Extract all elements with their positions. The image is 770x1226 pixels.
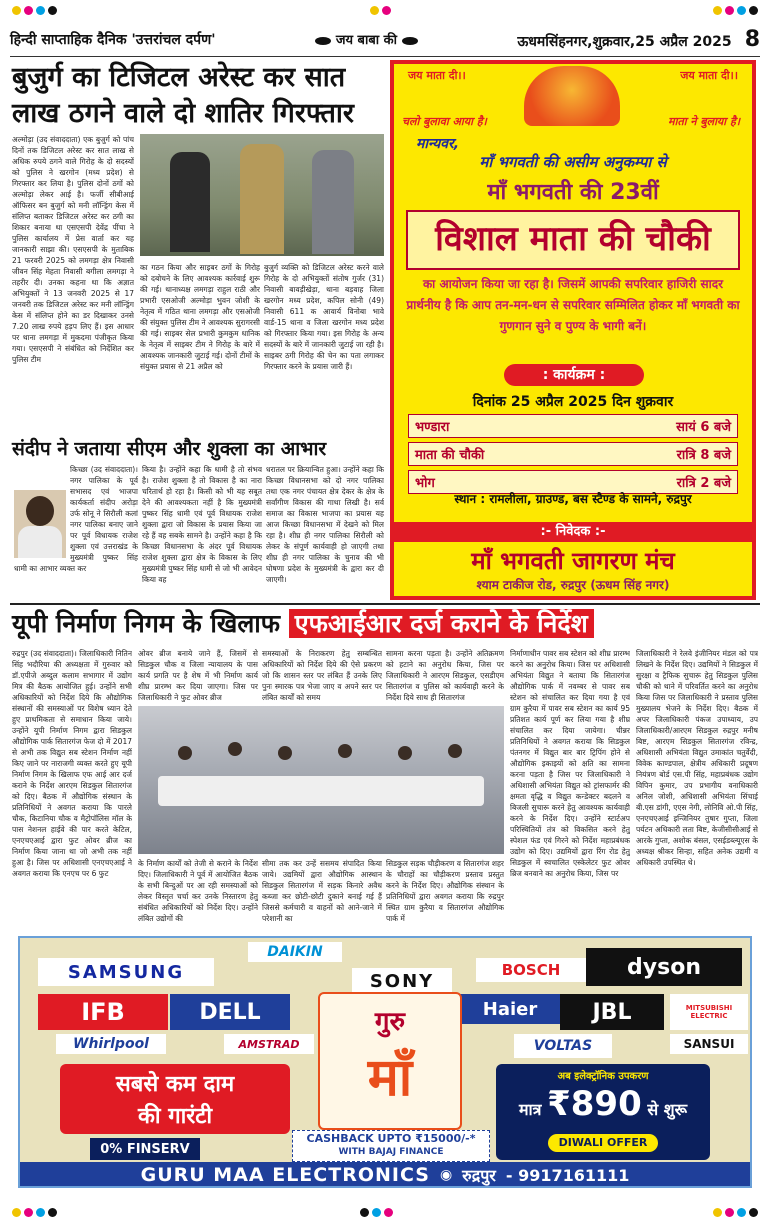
story1-column-3: बुजुर्ग व्यक्ति को डिजिटल अरेस्ट करने वाले गिरोह के दो अभियुक्तों संतोष गुर्जर (31) निवासी बावड़ीखेड़ा, थाना बड़वाह जिला खरगोन मध्य प्रदेश, कपिल सोनी (49) निवासी 611 क आवार्य विनोबा भावे वार्ड-15 थाना व जिला खरगोन मध्य प्रदेश को गिरफ्तार किया गया। इस गिरोह के अन्य सदस्यों के बारे में जानकारी जुटाई जा रही है। साइबर ठगी गिरोह की चेन का पता लगाकर गिरफ्तार करने के प्रयास जारी हैं। bbox=[264, 263, 384, 371]
store-banner bbox=[20, 1162, 750, 1188]
finserv-badge: 0% FINSERV bbox=[90, 1138, 200, 1160]
masthead bbox=[10, 22, 760, 57]
story3-headline bbox=[12, 606, 594, 642]
schedule-name: माता की चौकी bbox=[415, 448, 485, 463]
schedule-time: सायं 6 बजे bbox=[676, 420, 731, 435]
offer-post: से शुरू bbox=[647, 1100, 688, 1119]
notice-date: दिनांक 25 अप्रैल 2025 दिन शुक्रवार bbox=[472, 394, 674, 410]
brand-sansui: SANSUI bbox=[670, 1034, 748, 1054]
notice-address: श्याम टाकीज रोड, रुद्रपुर (ऊधम सिंह नगर) bbox=[476, 578, 670, 592]
story3-column-4b: सिडकुल सड़क चौड़ीकरण व सितारगंज शहर के चौराहों का चौड़ीकरण प्रस्ताव प्रस्तुत करने के निर्देश दिए। औद्योगिक संस्थान के प्रतिनिधियों द्वारा अवगत कराया कि रुद्रपुर स्थित ग्राम कुरैया व सितारगंज औद्योगिक पार्क में bbox=[386, 859, 504, 923]
offer-price: ₹890 bbox=[547, 1084, 642, 1124]
story2-column-2: किया है। उन्होंने कहा कि धामी है तो संभव है। राजेश शुक्ला है तो विकास है का नारा चरितार्थ हो रहा है। किसी को भी यह सबूत देने की आवश्यकता नहीं है कि मुख्यमंत्री पुष्कर सिंह धामी एवं पूर्व विधायक राजेश शुक्ला द्वारा जो विकास के प्रयास किया जा रहे हैं वह सबके सामने है। उन्होंने कहा है कि किच्छा विधानसभा के अंदर पूर्व विधायक राजेश शुक्ला द्वारा क्षेत्र के विकास के लिए मुख्यमंत्री पुष्कर सिंह धामी से जो भी आवेदन किया वह bbox=[142, 465, 262, 584]
color-dots-left bbox=[12, 6, 57, 20]
page-number: 8 bbox=[744, 26, 760, 52]
story2-column-3: धरातल पर क्रियान्वित हुआ। उन्होंने कहा कि किच्छा विधानसभा को दो नगर पालिका तथा एक नगर पंचायत क्षेत्र देकर के क्षेत्र के सर्वांगीण विकास की गाथा लिखी है। सर्व समाज का विकास भाजपा का प्रयास यह आज किच्छा विधानसभा में देखने को मिल रहा है। शीघ्र ही नगर पालिका सिरौली को लेकर के संपूर्ण कार्यवाही हो जाएगी तथा शीघ्र ही नगर पालिका के चुनाव की भी घोषणा प्रदेश के मुख्यमंत्री के द्वारा कर दी जाएगी। bbox=[266, 465, 384, 584]
brand-bosch: BOSCH bbox=[476, 958, 586, 982]
masthead-slogan bbox=[315, 30, 417, 48]
story3-column-3b: सीमा तक कर उन्हें ससमय संपादित किया जाये। उद्यमियों द्वारा औद्योगिक आस्थान सिडकुल सितारगंज में सड़क किनारे अवैध कब्जा कर छोटी-छोटी दुकाने बनाई गई हैं जिससे कर्मचारी व वाहनों को आने-जाने में परेशानी का bbox=[262, 859, 382, 923]
story3-column-6: जिलाधिकारी ने रेलवे इंजीनियर मंडल को पत्र लिखने के निर्देश दिए। उद्यमियों ने सिडकुल में सुरक्षा व ट्रैफिक सुचारू हेतु सिडकुल पुलिस चौकी को थाने में परिवर्तित करने का अनुरोध किया जिस पर जिलाधिकारी ने प्रस्ताव पुलिस मुख्यालय भेजने के निर्देश दिए। बैठक में अपर जिलाधिकारी पंकज उपाध्याय, उप जिलाधिकारी/आरएम सिडकुल रुद्रपुर मनीष बिष्ट, आरएम सिडकुल सितारगंज रविन्द्र, अधिशासी अभियंता विद्युत उमाकांत चतुर्वेदी, विवेक काण्डपाल, क्षेत्रीय अधिकारी प्रदूषण नियंत्रण बोर्ड एस.पी सिंह, महाप्रबंधक उद्योग विपिन कुमार, उप प्रभागीय वनाधिकारी अनिल जोशी, अधिशासी अभियंता सिंचाई बी.एस डांगी, एएस नेगी, लोनिवि ओ.पी सिंह, एनएचएआई इन्जिनियर तुषार गुप्ता, जिला पर्यटन अधिकारी लता बिष्ट, केजीसीसीआई से आरके गुप्ता, अशोक बंसल, एसईडब्ल्यूएस के अध्यक्ष श्रीकर सिन्हा, सहित अनेक उद्यमी व अधिकारी उपस्थित थे। bbox=[636, 649, 758, 867]
slogan-line1: सबसे कम दाम bbox=[115, 1072, 235, 1097]
price-guarantee-badge bbox=[60, 1064, 290, 1134]
story3-column-2b: के निर्माण कार्यों को तेजी से कराने के निर्देश दिए। जिलाधिकारी ने पूर्व में आयोजित बैठक के सभी बिन्दुओं पर आ रही समस्याओं को लेकर विस्तृत चर्चा कर उनके निस्तारण हेतु संबंधित अधिकारियों को निर्देश दिए। उन्होंने लंबित उद्योगों की bbox=[138, 859, 258, 923]
schedule-name: भोग bbox=[415, 476, 435, 491]
notice-chauki-banner: विशाल माता की चौकी bbox=[406, 210, 740, 270]
notice-venue: स्थान : रामलीला, ग्राउण्ड, बस स्टैण्ड के सामने, रुद्रपुर bbox=[454, 492, 692, 506]
location-pin-icon: ◉ bbox=[439, 1167, 453, 1183]
ornament-icon bbox=[402, 37, 418, 45]
masthead-date-block bbox=[517, 27, 760, 52]
schedule-row bbox=[408, 442, 738, 466]
brand-haier: Haier bbox=[460, 994, 560, 1024]
newspaper-name: हिन्दी साप्ताहिक दैनिक 'उत्तरांचल दर्पण' bbox=[10, 31, 216, 48]
logo-guru: गुरु bbox=[374, 1007, 406, 1037]
story1-headline-line2: लाख ठगने वाले दो शातिर गिरफ्तार bbox=[12, 98, 354, 129]
notice-bulawa-right: माता ने बुलाया है। bbox=[668, 115, 740, 128]
notice-jai-left: जय माता दी।। bbox=[408, 69, 466, 82]
footer-dots-center bbox=[360, 1208, 393, 1222]
schedule-row bbox=[408, 414, 738, 438]
story3-column-1: रुद्रपुर (उद संवाददाता)। जिलाधिकारी नितिन सिंह भदौरिया की अध्यक्षता में गुरुवार को डॉ.एपीजे अब्दुल कलाम सभागार में उद्योग मित्र की बैठक आयोजित हुई। उन्होंने सभी अधिकारियों को निर्देश दिये कि औद्योगिक संस्थानों की समस्याओं पर विशेष ध्यान देते हुए प्राथमिकता से समाधान किया जाये। उन्होंने यूपी निर्माण निगम द्वारा सिडकुल औद्योगिक पार्क सितारगंज फेज दो में 2017 से अभी तक विद्युत सब स्टेशन निर्माण नहीं किए जाने पर नाराजगी व्यक्त करते हुए यूपी निर्माण निगम के खिलाफ एफ आई आर दर्ज कराने के निर्देश आरएम सिडकुल सितारगंज को दिए। बैठक में औद्योगिक संस्थान के प्रतिनिधियों ने अवगत कराया कि पारले चौक, किटानिया चौक व मैट्रोपॉलिस मॉल के पास नेशनल हाईवे की पार करते केटिल, एनएचएआई द्वारा फुट ओवर ब्रीज का निर्माण किया जाना था जो अभी तक नहीं हुआ है। जिस पर अधिशासी एनएचएआई ने अवगत कराया कि एनएच पर 6 फुट bbox=[12, 649, 132, 878]
guru-maa-logo bbox=[318, 992, 462, 1130]
notice-manyavar: मान्यवर, bbox=[416, 136, 460, 152]
cashback-line1: CASHBACK UPTO ₹15000/-* bbox=[306, 1132, 476, 1145]
story2-headline: संदीप ने जताया सीएम और शुक्ला का आभार bbox=[12, 438, 327, 460]
color-dots-right bbox=[713, 6, 758, 20]
store-name: GURU MAA ELECTRONICS bbox=[140, 1164, 430, 1186]
story2-column-1-text: किच्छा (उद संवाददाता)। नगर पालिका के पूर्व सभासद एवं भाजपा कार्यकर्ता संदीप अरोड़ा उर्फ सोनू ने सिरौली कलां नगर पालिका बनाए जाने पर पूर्व विधायक राजेश शुक्ला एवं उत्तराखंड के मुख्यमंत्री पुष्कर सिंह धामी का आभार व्यक्त कर bbox=[14, 465, 138, 573]
brand-amstrad: AMSTRAD bbox=[224, 1034, 314, 1054]
diwali-offer-tag: DIWALI OFFER bbox=[548, 1134, 658, 1152]
brand-whirlpool: Whirlpool bbox=[56, 1034, 166, 1054]
notice-23rd: माँ भगवती की 23वीं bbox=[487, 180, 659, 205]
schedule-time: रात्रि 2 बजे bbox=[676, 476, 731, 491]
footer-dots-right bbox=[713, 1208, 758, 1222]
store-city: रुद्रपुर bbox=[462, 1166, 496, 1185]
story1-column-2: का गठन किया और साइबर ठगों के गिरोह को दबोचने के लिए आवश्यक कार्रवाई शुरू की गई। थानाध्यक्ष लमगड़ा राहुल राठी और प्रभारी एसओजी अल्मोड़ा भुवन जोशी के नेतृत्व में गठित थाना लमगड़ा और एसओजी की संयुक्त पुलिस टीम ने आवश्यक सुरागरसी की गई। साइबर सेल प्रभारी कुमकुम धानिक के नेतृत्व में साइबर टीम ने गिरोह के बारे में आवश्यक जानकारी जुटाई गई। दोनों टीमों के संयुक्त प्रयास से 21 अप्रैल को bbox=[140, 263, 260, 371]
brand-mitsubishi: MITSUBISHI ELECTRIC bbox=[670, 994, 748, 1030]
schedule-name: भण्डारा bbox=[415, 420, 450, 435]
footer-dots-left bbox=[12, 1208, 57, 1222]
goddess-image bbox=[524, 66, 620, 126]
notice-anukampa: माँ भगवती की असीम अनुकम्पा से bbox=[479, 153, 667, 171]
brand-daikin: DAIKIN bbox=[248, 942, 342, 962]
story1-column-1: अल्मोड़ा (उद संवाददाता) एक बुजुर्ग को पांच दिनों तक डिजिटल अरेस्ट कर सात लाख से अधिक रुपये ठगने वाले गिरोह के दो सदस्यों को पुलिस ने खरगोन (मध्य प्रदेश) से गिरफ्तार कर लिया है। पुलिस दोनों ठगों को अल्मोड़ा लेकर आई है। फर्जी सीबीआई ऑफिसर बन बुजुर्ग को मनी लॉन्ड्रिंग केस में संलिप्त बताकर डिजिटल अरेस्ट कर ठगी का शिकार बनाया था एसएसपी देवेंद्र पींचा ने पुलिस कार्यालय में प्रेस वार्ता कर यह जानकारी साझा की। एसएसपी के मुताबिक 21 फरवरी 2025 को लमगड़ा क्षेत्र निवासी जीवन सिंह मेहता निवासी बगीला लमगड़ा ने तहरीर दी। उनका कहना था कि अज्ञात अभियुक्तों ने 13 जनवरी 2025 से 17 जनवरी तक डिजिटल अरेस्ट कर मनी लॉन्ड्रिंग केस में संलिप्त होने का डर दिखाकर उनसे 7.20 लाख रुपये हड़प लिए हैं। इस आधार पर थाना लमगड़ा में मुकदमा पंजीकृत किया गया। एसएसपी ने संबंधित को निर्देशित कर पुलिस टीम bbox=[12, 135, 134, 364]
story3-headline-black: यूपी निर्माण निगम के खिलाफ bbox=[12, 609, 281, 638]
divider bbox=[10, 603, 760, 605]
story3-column-3: समस्याओं के निराकरण हेतु सम्बन्धित अधिकारियों को निर्देश दिये की ऐसे प्रकरण जो कि शासन स्तर पर लंबित हैं उनके लिए पुनः स्मारक पत्र भेजा जाए व अपने स्तर पर लंबित कार्यों को समय bbox=[262, 649, 382, 702]
issue-date: ऊधमसिंहनगर,शुक्रवार,25 अप्रैल 2025 bbox=[517, 33, 732, 50]
cashback-line2: WITH BAJAJ FINANCE bbox=[338, 1147, 444, 1157]
brand-dell: DELL bbox=[170, 994, 290, 1030]
ornament-icon bbox=[315, 37, 331, 45]
story3-column-2: ओवर ब्रीज बनाये जाने हैं, जिसमें से सिडकुल चौक व जिला न्यायालय के पास कार्य प्रगति पर है शेष में भी निर्माण कार्य शीघ्र प्रारम्भ कर दिया जाएगा। जिस पर जिलाधिकारी ने फुट ओवर ब्रीज bbox=[138, 649, 258, 702]
notice-schedule bbox=[408, 414, 738, 494]
brand-jbl: JBL bbox=[560, 994, 664, 1030]
notice-bulawa-left: चलो बुलावा आया है। bbox=[402, 115, 487, 128]
story3-column-5: निर्माणाधीन पावर सब स्टेशन को शीघ्र प्रारम्भ करने का अनुरोध किया। जिस पर अधिशासी अभियंता विद्युत ने बताया कि सितारगंज औद्योगिक पार्क में नवम्बर से पावर सब स्टेशन को संचालित कर दिया गया है एवं ग्राम कुरैया में पावर सब स्टेशन का कार्य 95 प्रतिशत कार्य पूर्ण कर लिया गया है शीघ्र संचालित कर दिया जायेगा। चीन्नर प्रतिनिधियों ने अवगत कराया कि सिडकुल पंतनगर में विद्युत बार बार ट्रिपिंग होने से औद्योगिक इकाइयों को क्षति का सामना करना पड़ता है जिस पर जिलाधिकारी ने अधिशासी अभियंता विद्युत को ट्रांसफार्मर की क्षमता वृद्धि व विद्युत कन्डेक्टर बदलने व बिजली सुचारू करने हेतु आवश्यक कार्यवाही करने के निर्देश दिए। उन्होंने स्टार्टअप परिस्थितियों तंत्र को विकसित करने हेतु स्पेशल फंड एवं गिरने को निर्देश महाप्रबंधक उद्योग को दिए। उद्यमियों द्वारा रिंग रोड हेतु सिडकुल में स्वचालित एस्केलेटर फुट ओवर ब्रिज बनवाने का अनुरोध किया, जिस पर bbox=[510, 649, 630, 878]
slogan-line2: की गारंटी bbox=[137, 1104, 213, 1129]
notice-organization: माँ भगवती जागरण मंच bbox=[471, 547, 675, 575]
story1-photo bbox=[140, 134, 384, 256]
offer-price-line bbox=[496, 1084, 710, 1124]
offer-badge bbox=[496, 1064, 710, 1160]
schedule-time: रात्रि 8 बजे bbox=[676, 448, 731, 463]
offer-pre: मात्र bbox=[518, 1100, 542, 1119]
notice-body: का आयोजन किया जा रहा है। जिसमें आपकी सपरिवार हाजिरी सादर प्रार्थनीय है कि आप तन-मन-धन से सपरिवार सम्मिलित होकर माँ भगवती का गुणगान सुने व पुण्य के भागी बनें। bbox=[406, 277, 740, 333]
notice-nivedak: :- निवेदक :- bbox=[394, 522, 752, 542]
guru-maa-advertisement bbox=[18, 936, 752, 1188]
meeting-photo bbox=[138, 706, 504, 854]
masthead-slogan-text: जय बाबा की bbox=[335, 33, 397, 48]
color-dots-center bbox=[370, 6, 391, 20]
brand-voltas: VOLTAS bbox=[514, 1034, 612, 1058]
offer-top-line: अब इलेक्ट्रॉनिक उपकरण bbox=[557, 1071, 649, 1082]
brand-dyson: dyson bbox=[586, 948, 742, 986]
jagran-notice bbox=[390, 60, 756, 600]
cashback-coupon bbox=[292, 1130, 490, 1162]
story3-headline-red: एफआईआर दर्ज कराने के निर्देश bbox=[289, 609, 594, 638]
notice-karyakram: : कार्यक्रम : bbox=[504, 364, 644, 386]
story2-column-1 bbox=[14, 464, 138, 596]
store-phone: - 9917161111 bbox=[505, 1165, 630, 1185]
brand-samsung: SAMSUNG bbox=[38, 958, 214, 986]
brand-ifb: IFB bbox=[38, 994, 168, 1030]
notice-jai-right: जय माता दी।। bbox=[680, 69, 738, 82]
brand-sony: SONY bbox=[352, 968, 452, 994]
story3-column-4: सामना करना पड़ता है। उन्होंने अतिक्रमण को हटाने का अनुरोध किया, जिस पर जिलाधिकारी ने आरएम सिडकुल, एसडीएम सितारगंज व पुलिस को कार्यवाही करने के निर्देश दिये साथ ही सितारगंज bbox=[386, 649, 504, 702]
logo-maa: माँ bbox=[367, 1048, 413, 1108]
story1-headline-line1: बुजुर्ग का टिजिटल अरेस्ट कर सात bbox=[12, 62, 346, 93]
